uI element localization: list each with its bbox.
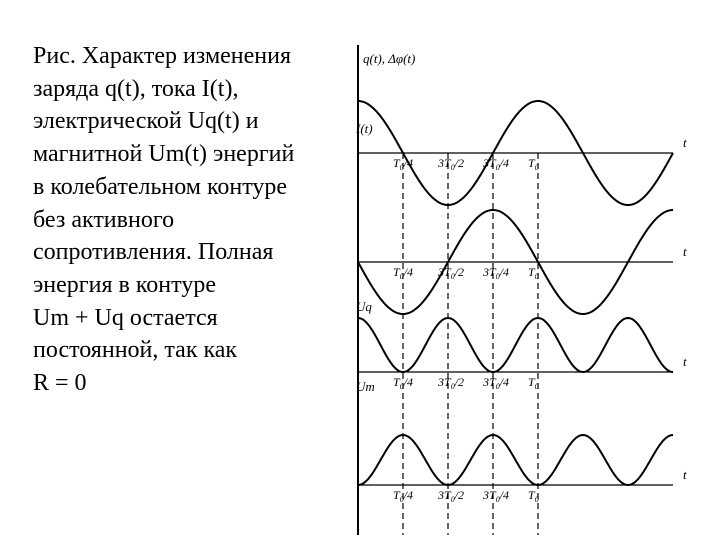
tick-label: $3T_0/4$ bbox=[483, 488, 510, 504]
tick-label: $3T_0/4$ bbox=[483, 156, 510, 172]
time-axis-label: t bbox=[683, 135, 687, 150]
panel-label: Uq bbox=[356, 299, 372, 314]
caption-line: без активного bbox=[33, 206, 175, 233]
panel-label: q(t), Δφ(t) bbox=[363, 51, 416, 66]
caption-line: магнитной Um(t) энергий bbox=[33, 141, 295, 168]
tick-label: $T_0/4$ bbox=[393, 375, 414, 391]
caption-line: электрической Uq(t) и bbox=[33, 108, 259, 135]
caption-line: R = 0 bbox=[33, 370, 87, 397]
tick-label: $T_0$ bbox=[528, 375, 539, 391]
tick-label: $3T_0/2$ bbox=[438, 156, 465, 172]
oscillation-graphs-svg bbox=[348, 15, 704, 535]
caption-line: заряда q(t), тока I(t), bbox=[33, 75, 239, 102]
caption-line: Рис. Характер изменения bbox=[33, 43, 292, 69]
figure-caption bbox=[33, 40, 345, 400]
tick-label: $T_0/4$ bbox=[393, 156, 414, 172]
caption-line: в колебательном контуре bbox=[33, 173, 288, 200]
curve-uq bbox=[358, 318, 673, 372]
time-axis-label: t bbox=[683, 467, 687, 482]
time-axis-label: t bbox=[683, 354, 687, 369]
curve-um bbox=[358, 435, 673, 485]
panel-label: Um bbox=[356, 379, 375, 394]
tick-label: $3T_0/4$ bbox=[483, 375, 510, 391]
caption-line: постоянной, так как bbox=[33, 337, 238, 364]
caption-line: Um + Uq остается bbox=[33, 304, 218, 331]
tick-label: $3T_0/4$ bbox=[483, 265, 510, 281]
tick-label: $T_0$ bbox=[528, 265, 539, 281]
tick-label: $T_0$ bbox=[528, 488, 539, 504]
tick-label: $3T_0/2$ bbox=[438, 375, 465, 391]
caption-line: энергия в контуре bbox=[33, 271, 216, 298]
panel-label: I(t) bbox=[356, 121, 373, 136]
tick-label: $T_0$ bbox=[528, 156, 539, 172]
tick-label: $T_0/4$ bbox=[393, 488, 414, 504]
oscillation-diagram bbox=[348, 15, 704, 535]
tick-label: $3T_0/2$ bbox=[438, 488, 465, 504]
tick-label: $T_0/4$ bbox=[393, 265, 414, 281]
time-axis-label: t bbox=[683, 244, 687, 259]
caption-line: сопротивления. Полная bbox=[33, 239, 274, 266]
tick-label: $3T_0/2$ bbox=[438, 265, 465, 281]
